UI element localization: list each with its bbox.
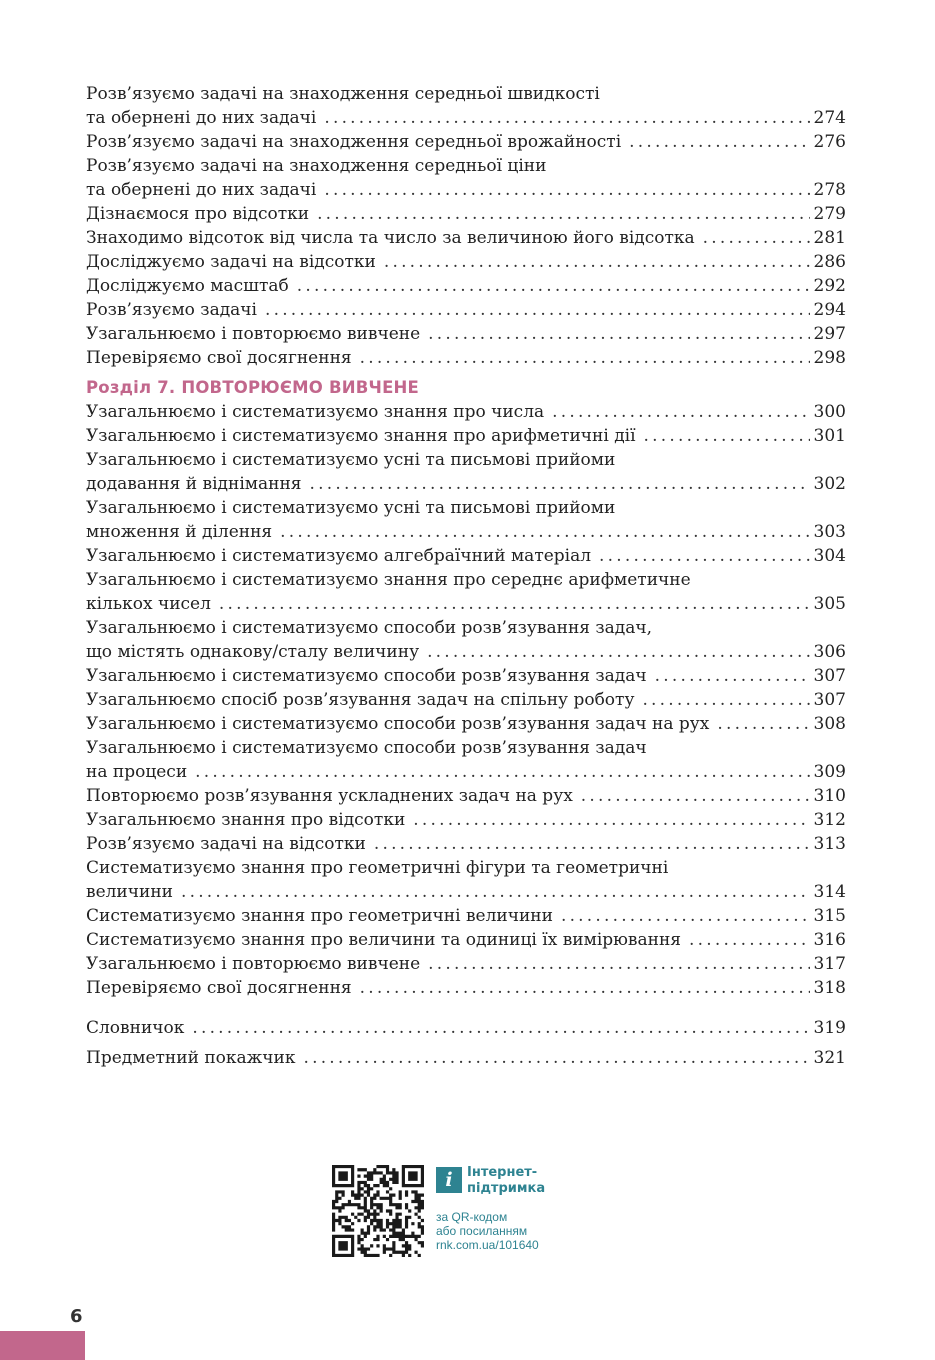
- dot-leader: [581, 784, 810, 808]
- toc-entry-title-line: Узагальнюємо і систематизуємо знання про арифметичні дії: [86, 426, 636, 446]
- dot-leader: [317, 202, 809, 226]
- toc-page-number: 279: [813, 204, 846, 224]
- toc-spacer: [86, 1000, 846, 1016]
- toc-page-number: 305: [813, 594, 846, 614]
- toc-entry-title-line: Розв’язуємо задачі на знаходження середньої швидкості: [86, 84, 600, 104]
- dot-leader: [192, 1016, 809, 1040]
- dot-leader: [181, 880, 810, 904]
- table-of-contents: [86, 82, 846, 1070]
- toc-page-number: 307: [813, 666, 846, 686]
- toc-page-number: 317: [813, 954, 846, 974]
- toc-entry[interactable]: [86, 664, 846, 688]
- toc-entry[interactable]: [86, 82, 846, 130]
- toc-entry-title-line: Узагальнюємо і систематизуємо способи розв’язування задач,: [86, 618, 653, 638]
- toc-entry-title-line: та обернені до них задачі: [86, 180, 317, 200]
- toc-page-number: 309: [813, 762, 846, 782]
- toc-page-number: 316: [813, 930, 846, 950]
- toc-page-number: 306: [813, 642, 846, 662]
- toc-page-number: 307: [813, 690, 846, 710]
- toc-entry-title-line: Систематизуємо знання про величини та одиниці їх вимірювання: [86, 930, 682, 950]
- dot-leader: [552, 400, 809, 424]
- toc-page-number: 310: [813, 786, 846, 806]
- dot-leader: [428, 322, 809, 346]
- toc-entry-title-line: Узагальнюємо спосіб розв’язування задач на спільну роботу: [86, 690, 635, 710]
- dot-leader: [689, 928, 810, 952]
- section-heading: Розділ 7. ПОВТОРЮЄМО ВИВЧЕНЕ: [86, 378, 420, 397]
- toc-page-number: 300: [813, 402, 846, 422]
- toc-entry[interactable]: [86, 976, 846, 1000]
- toc-entry-title-line: Узагальнюємо і повторюємо вивчене: [86, 324, 421, 344]
- toc-entry[interactable]: [86, 856, 846, 904]
- toc-entry-title-line: Знаходимо відсоток від числа та число за величиною його відсотка: [86, 228, 695, 248]
- internet-support-block: [332, 1165, 572, 1260]
- toc-page-number: 298: [813, 348, 846, 368]
- toc-page-number: 274: [813, 108, 846, 128]
- toc-entry-title-line: Узагальнюємо і систематизуємо алгебраїчний матеріал: [86, 546, 592, 566]
- toc-page-number: 321: [813, 1048, 846, 1068]
- dot-leader: [644, 424, 810, 448]
- toc-page-number: 278: [813, 180, 846, 200]
- toc-page-number: 301: [813, 426, 846, 446]
- toc-entry[interactable]: [86, 1016, 846, 1040]
- toc-entry[interactable]: [86, 202, 846, 226]
- dot-leader: [428, 952, 809, 976]
- toc-entry-title-line: Розв’язуємо задачі на знаходження середньої врожайності: [86, 132, 622, 152]
- toc-entry[interactable]: [86, 400, 846, 424]
- toc-entry[interactable]: [86, 688, 846, 712]
- toc-entry[interactable]: [86, 568, 846, 616]
- info-icon: i: [436, 1167, 462, 1193]
- toc-entry-title-line: Узагальнюємо знання про відсотки: [86, 810, 406, 830]
- support-note-line1: за QR-кодом: [436, 1210, 508, 1224]
- support-title: [467, 1165, 545, 1197]
- toc-entry-title-line: Розв’язуємо задачі: [86, 300, 257, 320]
- toc-page-number: 294: [813, 300, 846, 320]
- support-note-line2: або посиланням: [436, 1224, 528, 1238]
- dot-leader: [374, 832, 810, 856]
- dot-leader: [310, 472, 810, 496]
- qr-code[interactable]: [332, 1165, 424, 1257]
- support-title-line1: Інтернет-: [467, 1165, 538, 1180]
- toc-page-number: 304: [813, 546, 846, 566]
- toc-entry-title-line: Перевіряємо свої досягнення: [86, 978, 352, 998]
- toc-entry[interactable]: [86, 1046, 846, 1070]
- toc-entry[interactable]: [86, 448, 846, 496]
- dot-leader: [195, 760, 809, 784]
- dot-leader: [265, 298, 810, 322]
- toc-page-number: 297: [813, 324, 846, 344]
- toc-entry-title-line: додавання й віднімання: [86, 474, 302, 494]
- toc-entry-title-line: Досліджуємо задачі на відсотки: [86, 252, 376, 272]
- support-title-line2: підтримка: [467, 1181, 546, 1196]
- toc-entry[interactable]: [86, 904, 846, 928]
- dot-leader: [360, 346, 810, 370]
- toc-entry[interactable]: [86, 736, 846, 784]
- page-color-bar: [0, 1331, 85, 1360]
- toc-entry-title-line: Систематизуємо знання про геометричні величини: [86, 906, 553, 926]
- toc-entry[interactable]: [86, 250, 846, 274]
- toc-page-number: 286: [813, 252, 846, 272]
- toc-entry-title-line: Перевіряємо свої досягнення: [86, 348, 352, 368]
- dot-leader: [324, 106, 809, 130]
- toc-page-number: 281: [813, 228, 846, 248]
- toc-entry[interactable]: [86, 952, 846, 976]
- toc-entry-title-line: та обернені до них задачі: [86, 108, 317, 128]
- dot-leader: [717, 712, 809, 736]
- dot-leader: [599, 544, 810, 568]
- toc-entry-title-line: Узагальнюємо і систематизуємо знання про середнє арифметичне: [86, 570, 691, 590]
- dot-leader: [642, 688, 809, 712]
- toc-entry-title-line: Узагальнюємо і систематизуємо способи розв’язування задач: [86, 666, 647, 686]
- dot-leader: [324, 178, 809, 202]
- toc-page-number: 303: [813, 522, 846, 542]
- toc-entry-title-line: Узагальнюємо і систематизуємо усні та письмові прийоми: [86, 450, 616, 470]
- toc-entry[interactable]: [86, 616, 846, 664]
- page-number: 6: [70, 1306, 83, 1327]
- toc-entry-title-line: Узагальнюємо і систематизуємо способи розв’язування задач: [86, 738, 647, 758]
- toc-entry-title-line: Словничок: [86, 1018, 185, 1038]
- dot-leader: [219, 592, 810, 616]
- toc-entry-title-line: Дізнаємося про відсотки: [86, 204, 310, 224]
- dot-leader: [655, 664, 810, 688]
- toc-page-number: 314: [813, 882, 846, 902]
- toc-page-number: 302: [813, 474, 846, 494]
- toc-entry-title-line: кількох чисел: [86, 594, 211, 614]
- toc-entry[interactable]: [86, 496, 846, 544]
- toc-entry-title-line: Узагальнюємо і систематизуємо усні та письмові прийоми: [86, 498, 616, 518]
- toc-entry-title-line: Узагальнюємо і систематизуємо способи розв’язування задач на рух: [86, 714, 710, 734]
- support-link[interactable]: rnk.com.ua/101640: [436, 1238, 539, 1252]
- toc-entry[interactable]: [86, 808, 846, 832]
- dot-leader: [561, 904, 810, 928]
- toc-page-number: 315: [813, 906, 846, 926]
- dot-leader: [427, 640, 809, 664]
- toc-entry-title-line: Розв’язуємо задачі на відсотки: [86, 834, 366, 854]
- toc-entry[interactable]: [86, 154, 846, 202]
- toc-entry[interactable]: [86, 784, 846, 808]
- dot-leader: [280, 520, 809, 544]
- toc-page-number: 308: [813, 714, 846, 734]
- toc-entry[interactable]: [86, 424, 846, 448]
- toc-entry-title-line: Систематизуємо знання про геометричні фігури та геометричні: [86, 858, 669, 878]
- support-note: [436, 1210, 539, 1252]
- dot-leader: [384, 250, 810, 274]
- toc-entry-title-line: що містять однакову/сталу величину: [86, 642, 420, 662]
- toc-entry[interactable]: [86, 274, 846, 298]
- toc-entry-title-line: Повторюємо розв’язування ускладнених задач на рух: [86, 786, 573, 806]
- dot-leader: [297, 274, 810, 298]
- toc-entry-title-line: Розв’язуємо задачі на знаходження середньої ціни: [86, 156, 547, 176]
- toc-entry[interactable]: [86, 298, 846, 322]
- toc-entry[interactable]: [86, 130, 846, 154]
- toc-entry-title-line: на процеси: [86, 762, 188, 782]
- dot-leader: [703, 226, 810, 250]
- toc-page-number: 313: [813, 834, 846, 854]
- toc-entry[interactable]: [86, 322, 846, 346]
- toc-page-number: 318: [813, 978, 846, 998]
- toc-entry-title-line: величини: [86, 882, 173, 902]
- toc-page-number: 292: [813, 276, 846, 296]
- toc-page-number: 312: [813, 810, 846, 830]
- toc-entry[interactable]: [86, 712, 846, 736]
- toc-entry-title-line: Узагальнюємо і систематизуємо знання про числа: [86, 402, 545, 422]
- dot-leader: [629, 130, 809, 154]
- toc-entry-title-line: Досліджуємо масштаб: [86, 276, 289, 296]
- toc-entry[interactable]: [86, 226, 846, 250]
- toc-entry[interactable]: [86, 928, 846, 952]
- toc-entry-title-line: Предметний покажчик: [86, 1048, 296, 1068]
- toc-entry-title-line: множення й ділення: [86, 522, 273, 542]
- toc-entry[interactable]: [86, 346, 846, 370]
- dot-leader: [303, 1046, 809, 1070]
- toc-entry-title-line: Узагальнюємо і повторюємо вивчене: [86, 954, 421, 974]
- toc-page-number: 319: [813, 1018, 846, 1038]
- toc-entry[interactable]: [86, 544, 846, 568]
- toc-entry[interactable]: [86, 832, 846, 856]
- dot-leader: [413, 808, 809, 832]
- toc-page-number: 276: [813, 132, 846, 152]
- dot-leader: [360, 976, 810, 1000]
